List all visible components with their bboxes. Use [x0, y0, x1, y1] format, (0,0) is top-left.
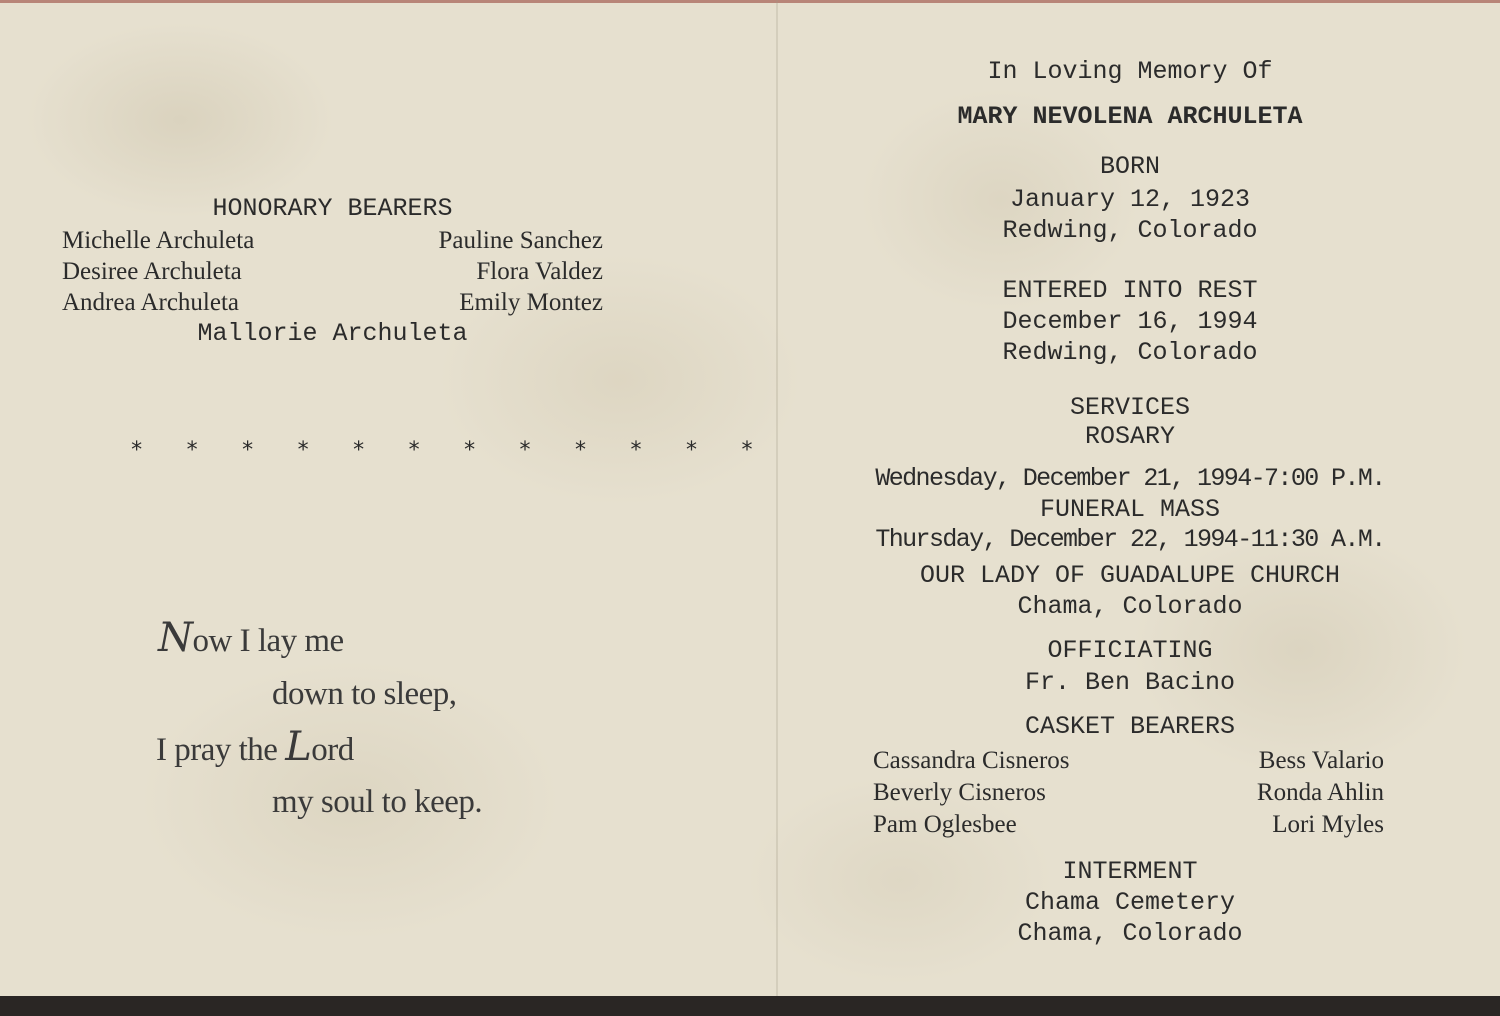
rest-place: Redwing, Colorado: [1002, 338, 1258, 367]
officiating-heading: OFFICIATING: [1047, 636, 1213, 665]
star-divider: * * * * * * * * * * * *: [130, 438, 769, 463]
poem-capital: N: [158, 615, 193, 661]
church-name: OUR LADY OF GUADALUPE CHURCH: [919, 561, 1341, 590]
honorary-heading: HONORARY BEARERS: [212, 194, 453, 223]
poem-text: ord: [311, 732, 354, 768]
casket-name: Lori Myles: [1272, 811, 1384, 838]
services-heading: SERVICES: [1069, 393, 1191, 422]
mass-time: Thursday, December 22, 1994-11:30 A.M.: [875, 525, 1385, 554]
honorary-name: Desiree Archuleta: [62, 258, 242, 285]
poem-text: ow I lay me: [192, 623, 344, 659]
interment-heading: INTERMENT: [1062, 857, 1198, 886]
honorary-name: Pauline Sanchez: [438, 227, 603, 254]
casket-name: Bess Valario: [1258, 747, 1384, 774]
mass-heading: FUNERAL MASS: [1039, 495, 1221, 524]
deceased-name: MARY NEVOLENA ARCHULETA: [957, 102, 1303, 131]
poem-line-2: down to sleep,: [272, 676, 457, 712]
poem-line-4: my soul to keep.: [272, 784, 483, 820]
casket-name: Pam Oglesbee: [873, 811, 1017, 838]
poem-capital: L: [285, 724, 312, 770]
rest-heading: ENTERED INTO REST: [1002, 276, 1258, 305]
casket-name: Ronda Ahlin: [1256, 779, 1384, 806]
poem-line-1: [158, 615, 344, 661]
cemetery-name: Chama Cemetery: [1024, 888, 1236, 917]
casket-name: Cassandra Cisneros: [873, 747, 1070, 774]
top-edge: [0, 0, 1500, 3]
born-heading: BORN: [1099, 152, 1160, 181]
casket-heading: CASKET BEARERS: [1024, 712, 1236, 741]
honorary-name: Flora Valdez: [476, 258, 603, 285]
poem-line-3: [156, 724, 354, 770]
officiant: Fr. Ben Bacino: [1024, 668, 1236, 697]
rest-date: December 16, 1994: [1002, 307, 1258, 336]
memory-line: In Loving Memory Of: [987, 57, 1273, 86]
honorary-name: Emily Montez: [459, 289, 603, 316]
born-date: January 12, 1923: [1009, 185, 1251, 214]
honorary-name: Michelle Archuleta: [62, 227, 255, 254]
church-place: Chama, Colorado: [1017, 592, 1243, 621]
honorary-name: Mallorie Archuleta: [197, 319, 468, 348]
poem-text: I pray the: [156, 732, 286, 768]
cemetery-place: Chama, Colorado: [1017, 919, 1243, 948]
casket-name: Beverly Cisneros: [873, 779, 1046, 806]
fold-line: [776, 0, 778, 996]
honorary-name: Andrea Archuleta: [62, 289, 240, 316]
rosary-heading: ROSARY: [1084, 422, 1175, 451]
born-place: Redwing, Colorado: [1002, 216, 1258, 245]
rosary-time: Wednesday, December 21, 1994-7:00 P.M.: [875, 464, 1385, 493]
